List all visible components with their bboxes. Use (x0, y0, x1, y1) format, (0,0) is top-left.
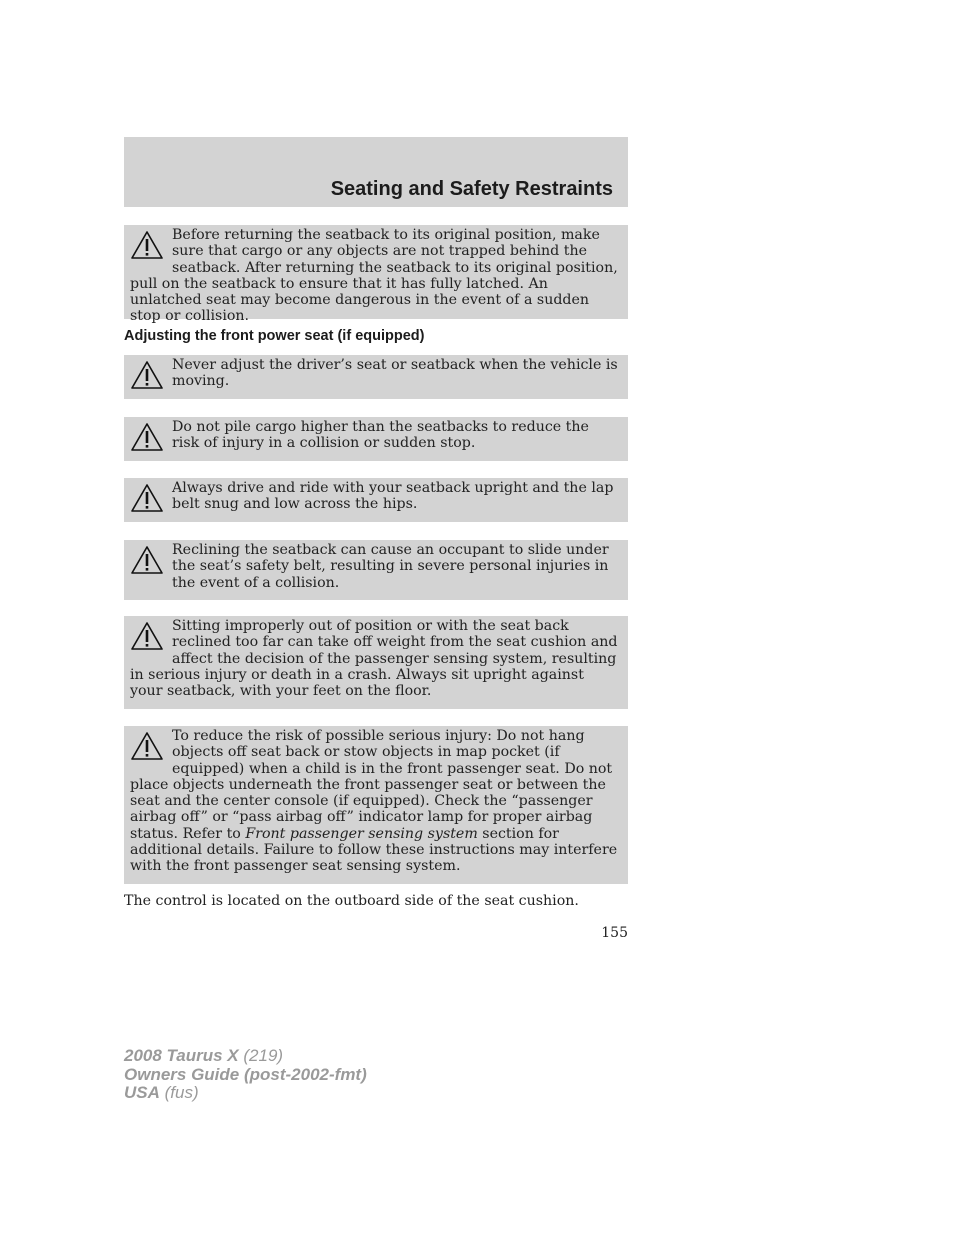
warning-text: Do not pile cargo higher than the seatbacks to reduce the risk of injury in a collision or sudden stop. (172, 419, 589, 452)
section-header-band (124, 137, 628, 207)
warning-text: Before returning the seatback to its original position, make sure that cargo or any objects are not trapped behind the seatback. After returning the seatback to its original position, pull on the seatback to ensure that it has fully latched. An unlatched seat may become dangerous in the event of a sudden stop or collision. (130, 227, 618, 325)
warning-text-continued: section for additional details. Failure to follow these instructions may interfere with the front passenger seat sensing system. (130, 825, 618, 875)
warning-triangle-icon (130, 230, 164, 260)
warning-box (124, 726, 628, 884)
warning-text: Reclining the seatback can cause an occupant to slide under the seat’s safety belt, resulting in severe personal injuries in the event of a collision. (172, 542, 609, 591)
warning-triangle-icon (130, 422, 164, 452)
warning-box (124, 478, 628, 522)
page-number: 155 (601, 925, 628, 941)
warning-box (124, 355, 628, 399)
warning-triangle-icon (130, 545, 164, 575)
document-footer (124, 1047, 367, 1103)
warning-box (124, 225, 628, 325)
warning-triangle-icon (130, 731, 164, 761)
warning-triangle-icon (130, 621, 164, 651)
warning-triangle-icon (130, 483, 164, 513)
footer-line-1: 2008 Taurus X (219) (124, 1046, 284, 1065)
warning-text: Never adjust the driver’s seat or seatback when the vehicle is moving. (172, 357, 618, 390)
footer-line-3: USA (fus) (124, 1083, 199, 1102)
section-title: Seating and Safety Restraints (330, 178, 613, 200)
footer-line-2: Owners Guide (post-2002-fmt) (124, 1064, 367, 1084)
cross-reference: Front passenger sensing system (245, 825, 478, 842)
warning-box (124, 417, 628, 461)
subheading: Adjusting the front power seat (if equipped) (124, 328, 425, 344)
warning-text: Sitting improperly out of position or with the seat back reclined too far can take off weight from the seat cushion and affect the decision of the passenger sensing system, resulting in serious injury or death in a crash. Always sit upright against your seatback, with your feet on the floor. (130, 618, 618, 700)
warning-box (124, 540, 628, 600)
body-paragraph: The control is located on the outboard side of the seat cushion. (124, 893, 579, 909)
warning-text: To reduce the risk of possible serious injury: Do not hang objects off seat back or stow objects in map pocket (if equipped) when a child is in the front passenger seat. Do not place objects underneath the front passenger seat or between the seat and the center console (if equipped). Check the “passenger airbag off” or “pass airbag off” indicator lamp for proper airbag status. Refer to (130, 728, 613, 842)
warning-triangle-icon (130, 360, 164, 390)
warning-text: Always drive and ride with your seatback upright and the lap belt snug and low across the hips. (172, 480, 614, 513)
warning-box (124, 616, 628, 709)
